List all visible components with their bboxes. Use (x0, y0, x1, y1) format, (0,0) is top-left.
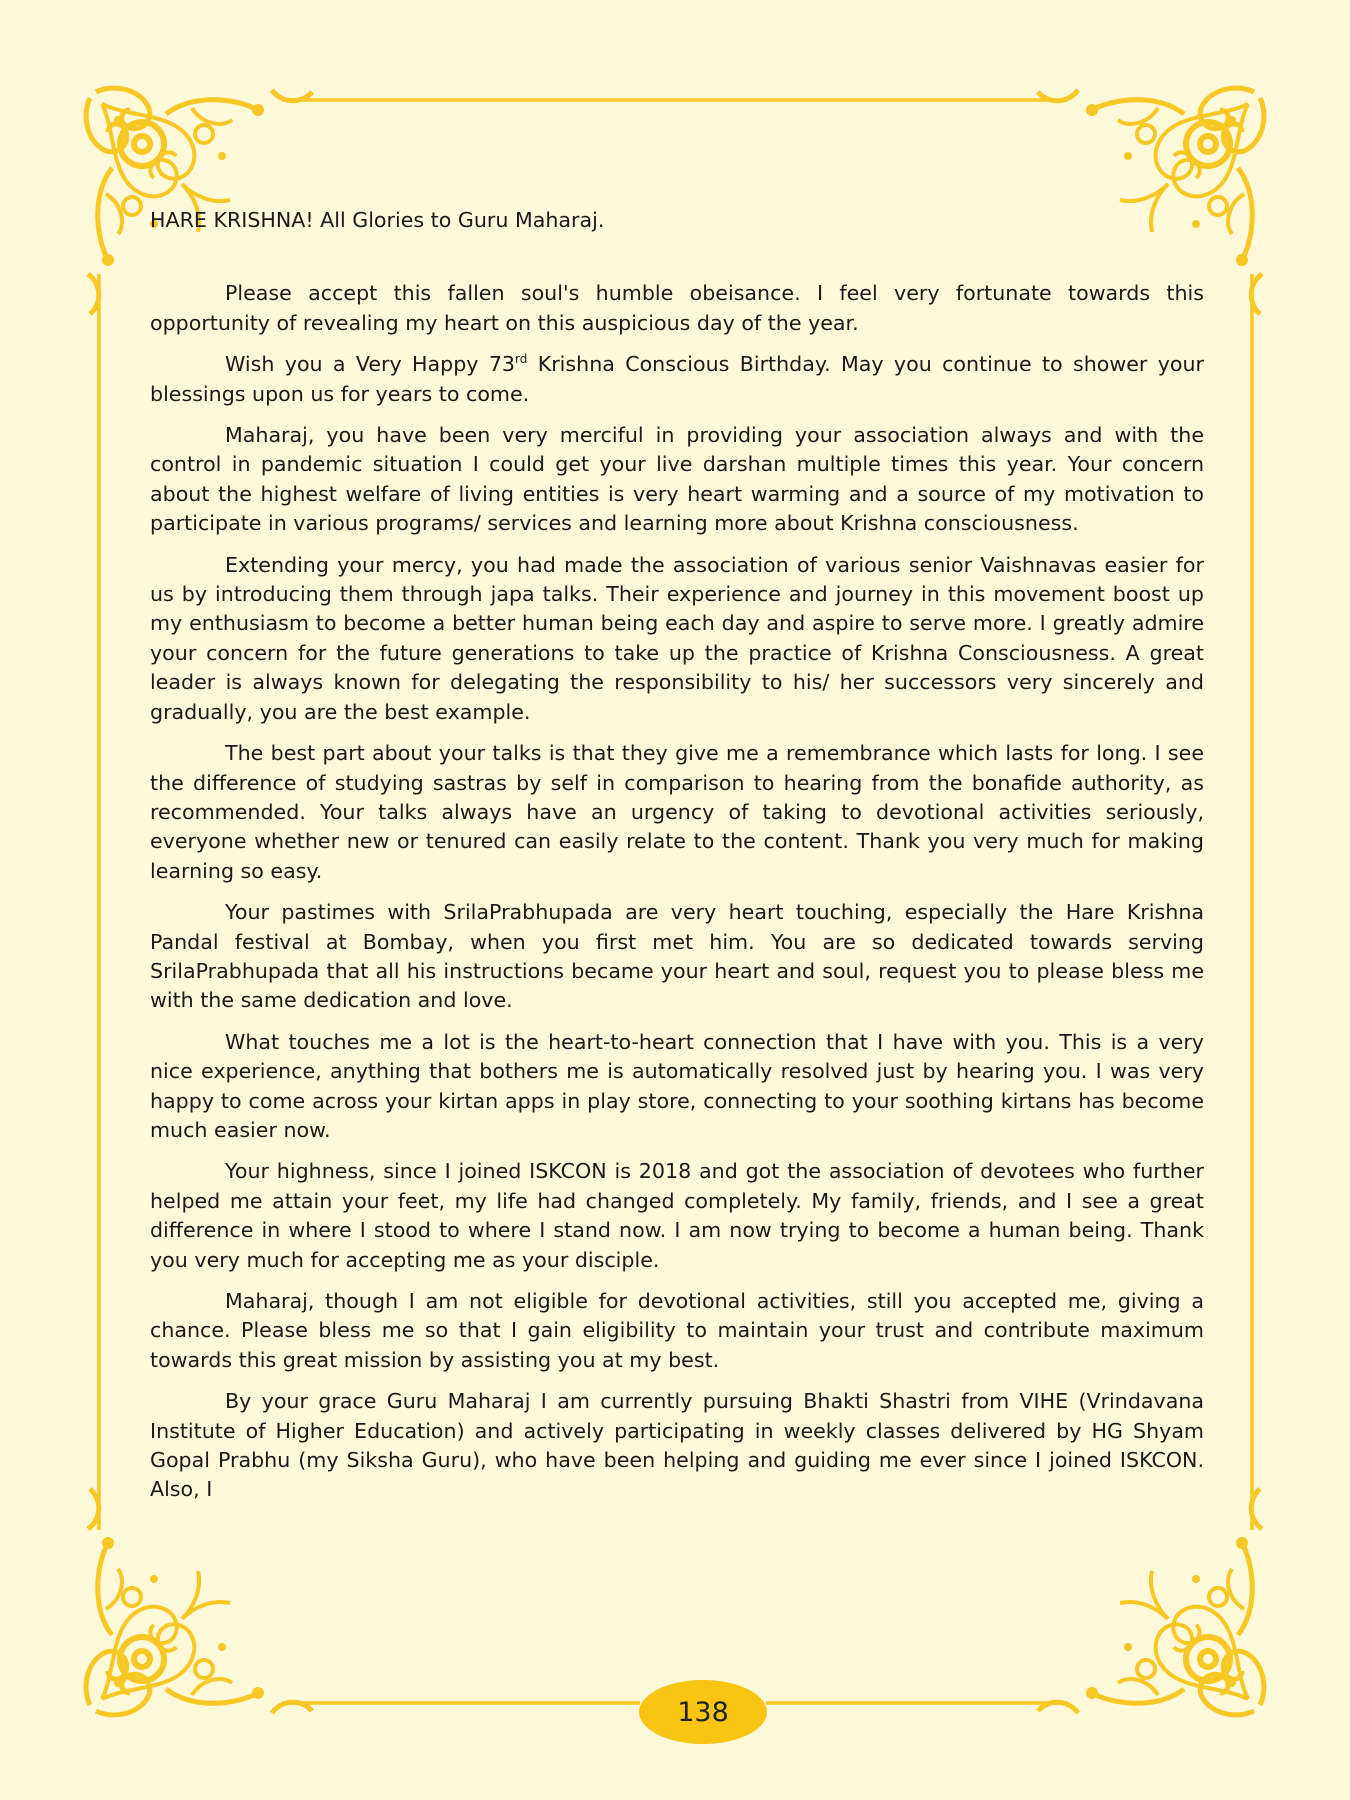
page-number: 138 (677, 1696, 729, 1728)
paragraph (150, 350, 1204, 409)
ornamental-corner-bottom-right-icon (1038, 1489, 1264, 1715)
paragraph: By your grace Guru Maharaj I am currently pursuing Bhakti Shastri from VIHE (Vrindavana Institute of Higher Education) and actively participating in weekly classes delivered by HG Shyam Gopal Prabhu (my Siksha Guru), who have been helping and guiding me ever since I joined ISKCON. Also, I (150, 1389, 1204, 1502)
paragraph-text: Wish you a Very Happy 73 (225, 352, 516, 377)
paragraph: Your highness, since I joined ISKCON is 2018 and got the association of devotees who further helped me attain your feet, my life had changed completely. My family, friends, and I see a great difference in where I stood to where I stand now. I am now trying to become a human being. Thank you very much for accepting me as your disciple. (150, 1159, 1204, 1272)
letter-body (150, 206, 1204, 1517)
paragraph: What touches me a lot is the heart-to-heart connection that I have with you. This is a very nice experience, anything that bothers me is automatically resolved just by hearing you. I was very happy to come across your kirtan apps in play store, connecting to your soothing kirtans has become much easier now. (150, 1029, 1204, 1142)
paragraph: Please accept this fallen soul's humble obeisance. I feel very fortunate towards this opportunity of revealing my heart on this auspicious day of the year. (150, 281, 1204, 335)
page-number-badge (639, 1680, 767, 1744)
paragraph: Your pastimes with SrilaPrabhupada are very heart touching, especially the Hare Krishna Pandal festival at Bombay, when you first met him. You are so dedicated towards serving SrilaPrabhupada that all his instructions became your heart and soul, request you to please bless me with the same dedication and love. (150, 900, 1204, 1013)
paragraph: Maharaj, you have been very merciful in providing your association always and with the control in pandemic situation I could get your live darshan multiple times this year. Your concern about the highest welfare of living entities is very heart warming and a source of my motivation to participate in various programs/ services and learning more about Krishna consciousness. (150, 423, 1204, 536)
paragraph: Extending your mercy, you had made the association of various senior Vaishnavas easier for us by introducing them through japa talks. Their experience and journey in this movement boost up my enthusiasm to become a better human being each day and aspire to serve more. I greatly admire your concern for the future generations to take up the practice of Krishna Consciousness. A great leader is always known for delegating the responsibility to his/ her successors very sincerely and gradually, you are the best example. (150, 552, 1204, 724)
ordinal-suffix: rd (515, 352, 528, 367)
paragraph: The best part about your talks is that they give me a remembrance which lasts for long. I see the difference of studying sastras by self in comparison to hearing from the bonafide authority, as recommended. Your talks always have an urgency of taking to devotional activities seriously, everyone whether new or tenured can easily relate to the content. Thank you very much for making learning so easy. (150, 741, 1204, 883)
ornamental-corner-bottom-left-icon (86, 1489, 312, 1715)
salutation: HARE KRISHNA! All Glories to Guru Maharaj. (150, 208, 605, 232)
paragraph: Maharaj, though I am not eligible for devotional activities, still you accepted me, giving a chance. Please bless me so that I gain eligibility to maintain your trust and contribute maximum towards this great mission by assisting you at my best. (150, 1289, 1204, 1372)
paragraph-text: Krishna Conscious Birthday. May you continue to shower your blessings upon us for years to come. (150, 352, 1204, 406)
